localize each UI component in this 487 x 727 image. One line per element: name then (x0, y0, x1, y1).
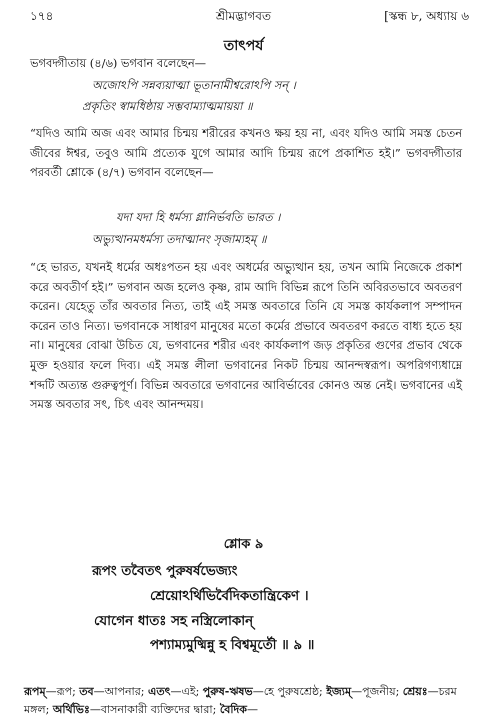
synonym-word: ইজ্যম্‌ (326, 685, 352, 698)
verse-line: অভ্যুত্থানমধর্মস্য তদাত্মানং সৃজাম্যহম্‌ ॥ (92, 232, 267, 246)
page-number: ১৭৪ (30, 9, 54, 23)
sloka-line: রূপং তবৈতৎ পুরুষর্ষভেজ্যং (92, 563, 238, 579)
purport-intro: ভগবদ্গীতায় (৪/৬) ভগবান বলেছেন— (30, 56, 207, 70)
synonym-meaning: — (247, 703, 259, 716)
verse-line: প্রকৃতিং স্বামধিষ্ঠায় সম্ভবাম্যাত্মমায়য়া ॥ (82, 99, 253, 113)
synonym-meaning: রূপ; (56, 685, 76, 698)
sloka-line: যোগেন ধাতঃ সহ নস্ত্রিলোকান্‌ (94, 613, 254, 629)
sloka-heading: শ্লোক ৯ (223, 537, 264, 552)
synonym-word: তব (79, 685, 94, 698)
synonym-meaning: পূজনীয়; (362, 685, 400, 698)
synonym-meaning: আপনার; (104, 685, 145, 698)
synonyms: রূপম্‌—রূপ; তব—আপনার; এতৎ—এই; পুরুষ-ঋষভ—হে পুরুষশ্রেষ্ঠ; ইজ্যম্‌—পূজনীয়; শ্রেয়ঃ—চরম মঙ্গল; অর্থিভিঃ—বাসনাকারী ব্যক্তিদের দ্বারা; বৈদিক— (24, 685, 457, 716)
verse-line: যদা যদা হি ধর্মস্য গ্লানির্ভবতি ভারত । (116, 210, 281, 224)
purport-paragraph: “হে ভারত, যখনই ধর্মের অধঃপতন হয় এবং অধর্মের অভ্যুত্থান হয়, তখন আমি নিজেকে প্রকাশ করে অবতীর্ণ হই।” ভগবান অজ হলেও কৃষ্ণ, রাম আদি বিভিন্ন রূপে তিনি অবিরতভাবে অবতরণ করেন। যেহেতু তাঁর অবতার নিত্য, তাই এই সমস্ত অবতারে তিনি যে সমস্ত কার্যকলাপ সম্পাদন করেন তাও নিত্য। ভগবানকে সাধারণ মানুষের মতো কর্মের প্রভাবে অবতরণ করতে বাধ্য হতে হয় না। মানুষের বোঝা উচিত যে, ভগবানের শরীর এবং কার্যকলাপ জড় প্রকৃতির গুণের প্রভাব থেকে মুক্ত হওয়ার ফলে দিব্য। এই সমস্ত লীলা ভগবানের নিকট চিন্ময় আনন্দস্বরূপ। অপরিগণ্যধাম্নে শব্দটি অত্যন্ত গুরুত্বপূর্ণ। বিভিন্ন অবতারে ভগবানের আবির্ভাবের কোনও অন্ত নেই। ভগবানের এই সমস্ত অবতার সৎ, চিৎ এবং আনন্দময়। (30, 260, 462, 412)
synonym-word: শ্রেয়ঃ (402, 685, 428, 698)
chapter-reference: [স্কন্ধ ৮, অধ্যায় ৬ (384, 9, 469, 23)
synonym-meaning: চরম মঙ্গল; (24, 685, 457, 716)
synonym-meaning: হে পুরুষশ্রেষ্ঠ; (263, 685, 323, 698)
synonym-word: অর্থিভিঃ (52, 703, 90, 716)
sloka-line: পশ্যাম্যমুষ্মিন্নু হ বিশ্বমূর্তৌ ॥ ৯ ॥ (150, 637, 315, 653)
synonym-word: রূপম্‌ (24, 685, 46, 698)
purport-paragraph: “যদিও আমি অজ এবং আমার চিন্ময় শরীরের কখনও ক্ষয় হয় না, এবং যদিও আমি সমস্ত চেতন জীবের ঈশ্বর, তবুও আমি প্রত্যেক যুগে আমার আদি চিন্ময় রূপে প্রকাশিত হই।” ভগবদ্গীতার পরবর্তী শ্লোকে (৪/৭) ভগবান বলেছেন— (30, 126, 462, 180)
synonym-meaning: এই; (181, 685, 200, 698)
sloka-line: শ্রেয়োঽর্থিভির্বৈদিকতান্ত্রিকেণ । (150, 588, 309, 604)
synonym-word: এতৎ (147, 685, 171, 698)
synonym-word: পুরুষ-ঋষভ (202, 685, 253, 698)
synonym-word: বৈদিক (219, 703, 248, 716)
book-title: শ্রীমদ্ভাগবত (215, 9, 271, 23)
synonym-meaning: বাসনাকারী ব্যক্তিদের দ্বারা; (100, 703, 217, 716)
verse-line: অজোঽপি সন্নব্যয়াত্মা ভূতানামীশ্বরোঽপি সন্‌ । (92, 78, 296, 92)
purport-heading: তাৎপর্য (223, 38, 264, 54)
